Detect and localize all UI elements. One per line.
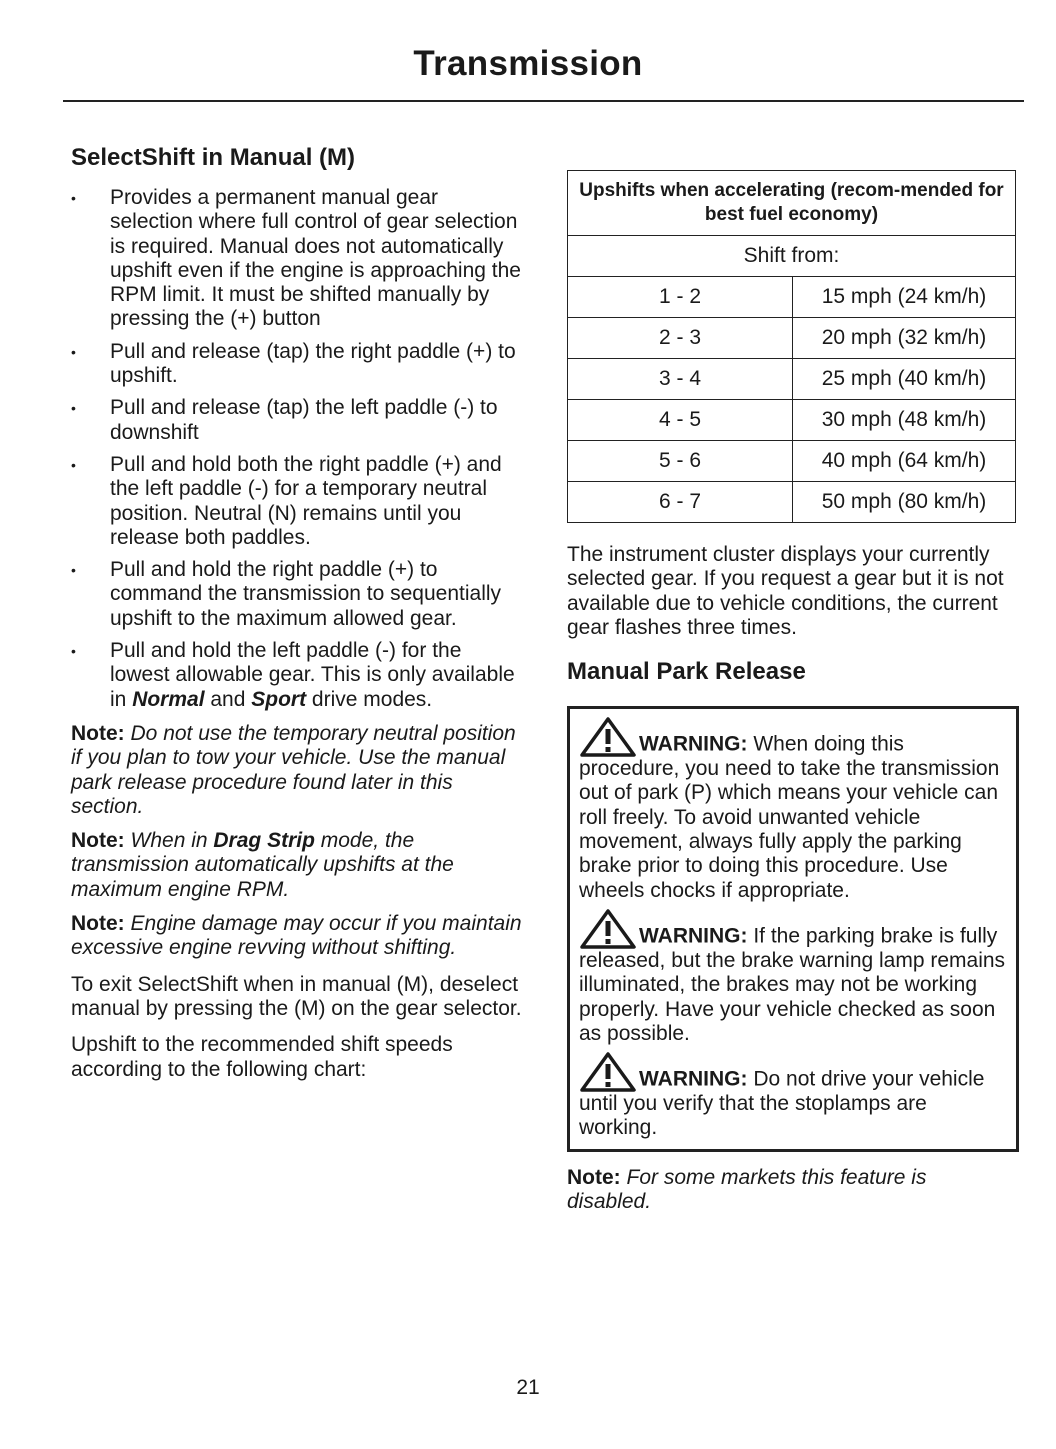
table-row [568,277,1016,318]
warning-text: If the parking brake is fully released, but the brake warning lamp remains illuminated, the brakes may not be working properly. Have your vehicle checked as soon as possible. [579,924,1006,1045]
warning-text: When doing this procedure, you need to take the transmission out of park (P) which means your vehicle can roll freely. To avoid unwanted vehicle movement, always fully apply the parking brake prior to doing this procedure. Use wheels chocks if appropriate. [579,732,1000,902]
list-item-text: and [204,687,252,711]
note-text: For some markets this feature is disabled. [567,1165,927,1214]
page-title: Transmission [413,44,643,83]
gear-cell: 4 - 5 [568,400,793,441]
list-item: • Pull and hold both the right paddle (+) and the left paddle (-) for a temporary neutral position. Neutral (N) remains until you release both paddles. [71,453,523,550]
speed-cell: 15 mph (24 km/h) [793,277,1016,318]
speed-cell: 20 mph (32 km/h) [793,318,1016,359]
list-item: • Provides a permanent manual gear selection where full control of gear selection is required. Manual does not automatically upshift even if the engine is approaching the RPM limit. It must be shifted manually by pressing the (+) button [71,186,523,332]
speed-cell: 40 mph (64 km/h) [793,441,1016,482]
warning-triangle-icon [579,717,637,757]
table-row [568,359,1016,400]
speed-cell: 30 mph (48 km/h) [793,400,1016,441]
table-row [568,482,1016,523]
page-number: 21 [516,1376,540,1399]
note-text: Engine damage may occur if you maintain excessive engine revving without shifting. [71,912,522,960]
header-divider [63,100,1024,102]
warning-item [579,909,1008,1046]
list-item-text: drive modes. [306,687,433,711]
note-tow [71,722,523,819]
mode-drag-strip: Drag Strip [213,829,315,853]
mode-normal: Normal [132,687,205,711]
table-subheader: Shift from: [568,236,1016,277]
note-label: Note: [71,721,125,745]
warning-label: WARNING: [639,1067,748,1091]
warning-text: Do not drive your vehicle until you verify that the stoplamps are working. [579,1067,985,1140]
left-column [71,140,523,1082]
gear-cell: 1 - 2 [568,277,793,318]
gear-cell: 6 - 7 [568,482,793,523]
paragraph-upshift: Upshift to the recommended shift speeds according to the following chart: [71,1033,453,1081]
upshift-table [567,170,1016,523]
note-label: Note: [71,912,125,936]
note-label: Note: [71,829,125,853]
table-row [568,318,1016,359]
list-item: • Pull and release (tap) the left paddle (-) to downshift [71,396,523,445]
note-label: Note: [567,1165,621,1189]
warning-label: WARNING: [639,924,748,948]
gear-cell: 5 - 6 [568,441,793,482]
list-item [71,639,523,712]
note-text: mode, the transmission automatically upshifts at the maximum engine RPM. [71,829,454,901]
note-engine-damage [71,912,523,961]
list-item: • Pull and hold the right paddle (+) to command the transmission to sequentially upshift to the maximum allowed gear. [71,558,523,631]
table-row [568,441,1016,482]
gear-cell: 2 - 3 [568,318,793,359]
mode-sport: Sport [251,687,307,711]
warning-box [567,706,1019,1152]
table-header: Upshifts when accelerating (recom-mended for best fuel economy) [568,171,1016,236]
note-text: When in [130,829,214,853]
paragraph-instrument-cluster: The instrument cluster displays your currently selected gear. If you request a gear but it is not available due to vehicle conditions, the current gear flashes three times. [567,543,1004,639]
warning-item [579,717,1008,903]
list-item: • Pull and release (tap) the right paddle (+) to upshift. [71,340,523,389]
section-heading-selectshift: SelectShift in Manual (M) [71,144,356,171]
bullet-list [71,186,523,712]
section-heading-manual-park-release: Manual Park Release [567,658,806,686]
list-item-text: Pull and hold the left paddle (-) for the lowest allowable gear. This is only available in [110,639,515,711]
warning-label: WARNING: [639,732,748,756]
warning-triangle-icon [579,909,637,949]
note-markets [567,1166,1016,1215]
warning-triangle-icon [579,1052,637,1092]
note-drag-strip [71,829,523,902]
right-column [567,170,1016,1214]
table-row [568,400,1016,441]
paragraph-exit-selectshift: To exit SelectShift when in manual (M), deselect manual by pressing the (M) on the gear selector. [71,972,522,1020]
note-text: Do not use the temporary neutral position if you plan to tow your vehicle. Use the manual park release procedure found later in this section. [71,721,516,818]
warning-item [579,1052,1008,1141]
speed-cell: 25 mph (40 km/h) [793,359,1016,400]
speed-cell: 50 mph (80 km/h) [793,482,1016,523]
gear-cell: 3 - 4 [568,359,793,400]
